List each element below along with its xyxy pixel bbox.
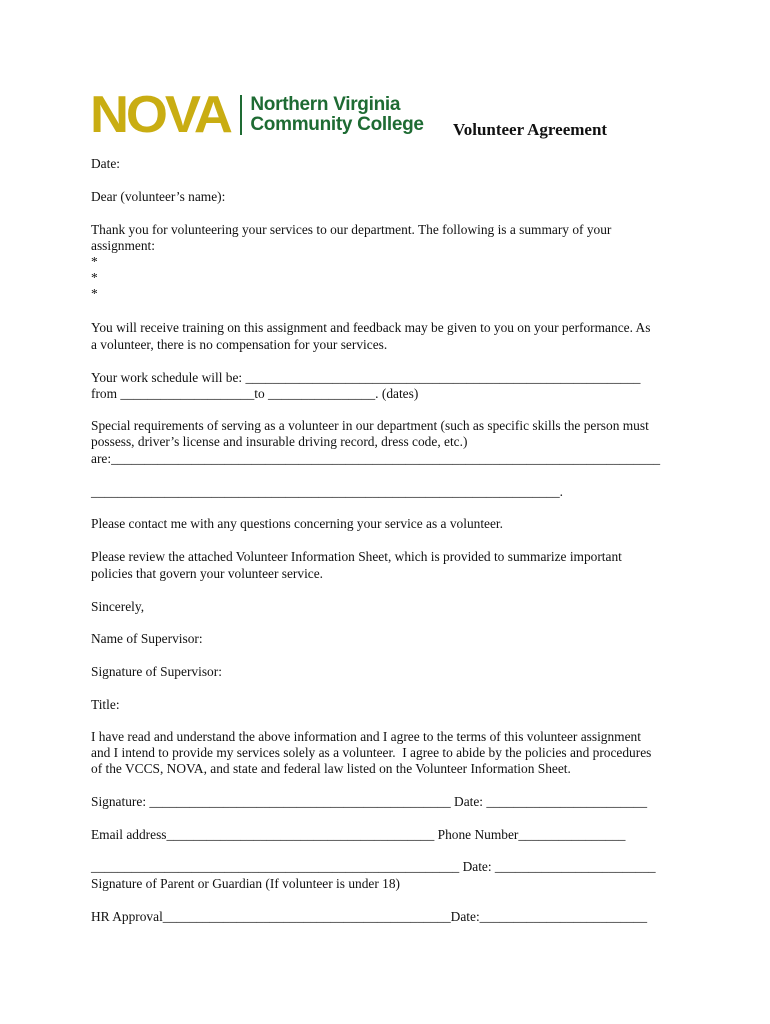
nova-logo bbox=[90, 86, 424, 144]
email-phone-field-line: Email address________________________________________ Phone Number________________ bbox=[91, 827, 626, 842]
thanks-line-2: assignment: bbox=[91, 238, 155, 253]
agree-line-1: I have read and understand the above information and I agree to the terms of this volunteer assignment bbox=[91, 729, 641, 744]
bullet-2: * bbox=[91, 270, 98, 285]
schedule-line-1: Your work schedule will be: ___________________________________________________________ bbox=[91, 370, 641, 385]
logo-name-line2: Community College bbox=[250, 114, 424, 135]
special-line-2: possess, driver’s license and insurable driving record, dress code, etc.) bbox=[91, 434, 468, 449]
review-line-1: Please review the attached Volunteer Information Sheet, which is provided to summarize important bbox=[91, 549, 622, 564]
dear-line: Dear (volunteer’s name): bbox=[91, 189, 226, 204]
schedule-line-2: from ____________________to ________________. (dates) bbox=[91, 386, 419, 401]
special-line-4: ______________________________________________________________________. bbox=[91, 484, 564, 499]
review-line-2: policies that govern your volunteer service. bbox=[91, 566, 324, 581]
special-line-1: Special requirements of serving as a volunteer in our department (such as specific skills the person must bbox=[91, 418, 649, 433]
bullet-3: * bbox=[91, 286, 98, 301]
date-line: Date: bbox=[91, 156, 120, 171]
supervisor-signature-line: Signature of Supervisor: bbox=[91, 664, 222, 679]
logo-college-name bbox=[250, 95, 423, 135]
signature-field-line: Signature: _____________________________________________ Date: ________________________ bbox=[91, 794, 648, 809]
hr-approval-field-line: HR Approval___________________________________________Date:_________________________ bbox=[91, 909, 648, 924]
thanks-line-1: Thank you for volunteering your services to our department. The following is a summary of your bbox=[91, 222, 612, 237]
sincerely-line: Sincerely, bbox=[91, 599, 145, 614]
training-line-2: a volunteer, there is no compensation for your services. bbox=[91, 337, 388, 352]
bullet-1: * bbox=[91, 254, 98, 269]
parent-signature-label: Signature of Parent or Guardian (If volunteer is under 18) bbox=[91, 876, 401, 891]
document-title: Volunteer Agreement bbox=[453, 120, 608, 139]
agree-line-2: and I intend to provide my services solely as a volunteer. I agree to abide by the policies and procedures bbox=[91, 745, 652, 760]
supervisor-name-line: Name of Supervisor: bbox=[91, 631, 203, 646]
agree-line-3: of the VCCS, NOVA, and state and federal law listed on the Volunteer Information Sheet. bbox=[91, 761, 571, 776]
supervisor-title-line: Title: bbox=[91, 697, 120, 712]
logo-name-line1: Northern Virginia bbox=[250, 94, 401, 115]
training-line-1: You will receive training on this assignment and feedback may be given to you on your performance. As bbox=[91, 320, 651, 335]
logo-divider bbox=[240, 95, 242, 135]
parent-signature-field-line: _______________________________________________________ Date: ________________________ bbox=[91, 859, 656, 874]
logo-wordmark: NOVA bbox=[90, 86, 230, 144]
special-line-3: are:__________________________________________________________________________________ bbox=[91, 451, 661, 466]
contact-line: Please contact me with any questions concerning your service as a volunteer. bbox=[91, 516, 504, 531]
